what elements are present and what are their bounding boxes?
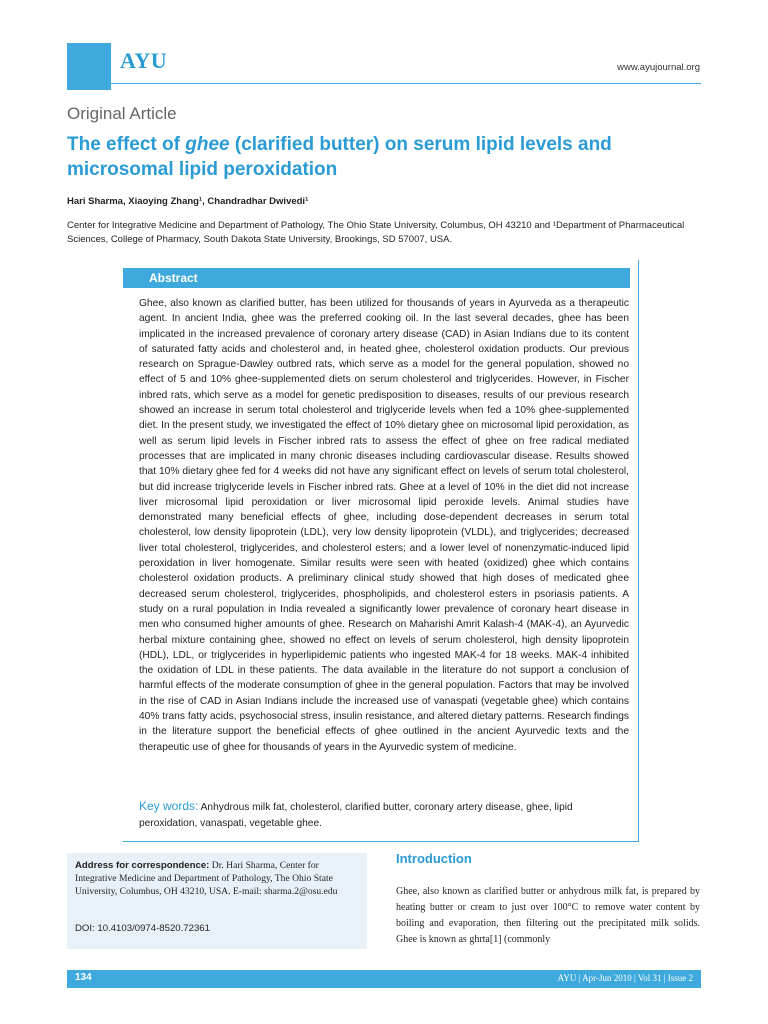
correspondence-label: Address for correspondence: (75, 860, 210, 871)
footer-citation: AYU | Apr-Jun 2010 | Vol 31 | Issue 2 (557, 973, 693, 983)
introduction-text: Ghee, also known as clarified butter or anhydrous milk fat, is prepared by heating butter or cream to just over 100°C to remove water content by boiling and evaporation, then filtering out the precipitated milk solids. Ghee is known as ghrta[1] (commonly (396, 886, 700, 945)
footer-bar (67, 970, 701, 988)
article-type: Original Article (67, 104, 177, 123)
correspondence-text (75, 859, 359, 898)
title-part-2: (clarified butter) on serum lipid levels and microsomal lipid peroxidation (67, 134, 612, 180)
introduction-heading: Introduction (396, 851, 472, 866)
authors: Hari Sharma, Xiaoying Zhang¹, Chandradhar Dwivedi¹ (67, 196, 309, 207)
affiliation: Center for Integrative Medicine and Department of Pathology, The Ohio State University, Columbus, OH 43210 and ¹Department of Pharmaceutical Sciences, College of Pharmacy, South Dakota State University, Brookings, SD 57007, USA. (67, 220, 685, 245)
correspondence-address: Dr. Hari Sharma, Center for Integrative Medicine and Department of Pathology, The Ohio State University, Columbus, OH 43210, USA. E-mail: sharma.2@osu.edu (75, 860, 338, 897)
article-title (67, 132, 707, 182)
keywords (139, 798, 629, 832)
correspondence-box (67, 853, 367, 949)
journal-name: AYU (120, 48, 168, 73)
journal-logo-block (67, 43, 111, 90)
page-number: 134 (75, 972, 92, 983)
title-emphasis: ghee (185, 134, 230, 155)
abstract-box (123, 260, 639, 842)
abstract-text: Ghee, also known as clarified butter, has been utilized for thousands of years in Ayurveda as a therapeutic agent. In ancient India, ghee was the preferred cooking oil. In the last several decades, ghee has been implicated in the increased prevalence of coronary artery disease (CAD) in Asian Indians due to its content of saturated fatty acids and cholesterol and, in heated ghee, cholesterol oxidation products. Our previous research on Sprague-Dawley outbred rats, which serve as a model for the general population, showed no effect of 5 and 10% ghee-supplemented diets on serum cholesterol and triglycerides. However, in Fischer inbred rats, which serve as a model for genetic predisposition to diseases, results of our previous research showed an increase in serum total cholesterol and triglyceride levels when fed a 10% ghee-supplemented diet. In the present study, we investigated the effect of 10% dietary ghee on microsomal lipid peroxidation, as well as serum lipid levels in Fischer inbred rats to assess the effect of ghee on free radical mediated processes that are implicated in many chronic diseases including cardiovascular disease. Results showed that 10% dietary ghee fed for 4 weeks did not have any significant effect on levels of serum total cholesterol, but did increase triglyceride levels in Fischer inbred rats. Ghee at a level of 10% in the diet did not increase liver microsomal lipid peroxidation or liver microsomal lipid peroxide levels. Animal studies have demonstrated many beneficial effects of ghee, including dose-dependent decreases in serum total cholesterol, low density lipoprotein (LDL), very low density lipoprotein (VLDL), and triglycerides; decreased liver total cholesterol, triglycerides, and cholesterol esters; and a lower level of nonenzymatic-induced lipid peroxidation in liver homogenate. Similar results were seen with heated (oxidized) ghee which contains cholesterol oxidation products. A preliminary clinical study showed that high doses of medicated ghee decreased serum cholesterol, triglycerides, phospholipids, and cholesterol esters in psoriasis patients. A study on a rural population in India revealed a significantly lower prevalence of coronary heart disease in men who consumed higher amounts of ghee. Research on Maharishi Amrit Kalash-4 (MAK-4), an Ayurvedic herbal mixture containing ghee, showed no effect on levels of serum cholesterol, high density lipoprotein (HDL), LDL, or triglycerides in hyperlipidemic patients who ingested MAK-4 for 18 weeks. MAK-4 inhibited the oxidation of LDL in these patients. The data available in the literature do not support a conclusion of harmful effects of the moderate consumption of ghee in the general population. Factors that may be involved in the rise of CAD in Asian Indians include the increased use of vanaspati (vegetable ghee) which contains 40% trans fatty acids, psychosocial stress, insulin resistance, and altered dietary patterns. Research findings in the literature support the beneficial effects of ghee outlined in the ancient Ayurvedic texts and the therapeutic use of ghee for thousands of years in the Ayurvedic system of medicine. (139, 298, 629, 753)
journal-website-link[interactable]: www.ayujournal.org (617, 62, 700, 73)
keywords-label: Key words: (139, 799, 199, 813)
abstract-heading: Abstract (123, 268, 630, 288)
title-part-1: The effect of (67, 134, 186, 155)
doi[interactable]: DOI: 10.4103/0974-8520.72361 (75, 923, 210, 934)
header-rule (111, 83, 701, 84)
keywords-text: Anhydrous milk fat, cholesterol, clarified butter, coronary artery disease, ghee, lipid peroxidation, vanaspati, vegetable ghee. (139, 802, 573, 829)
